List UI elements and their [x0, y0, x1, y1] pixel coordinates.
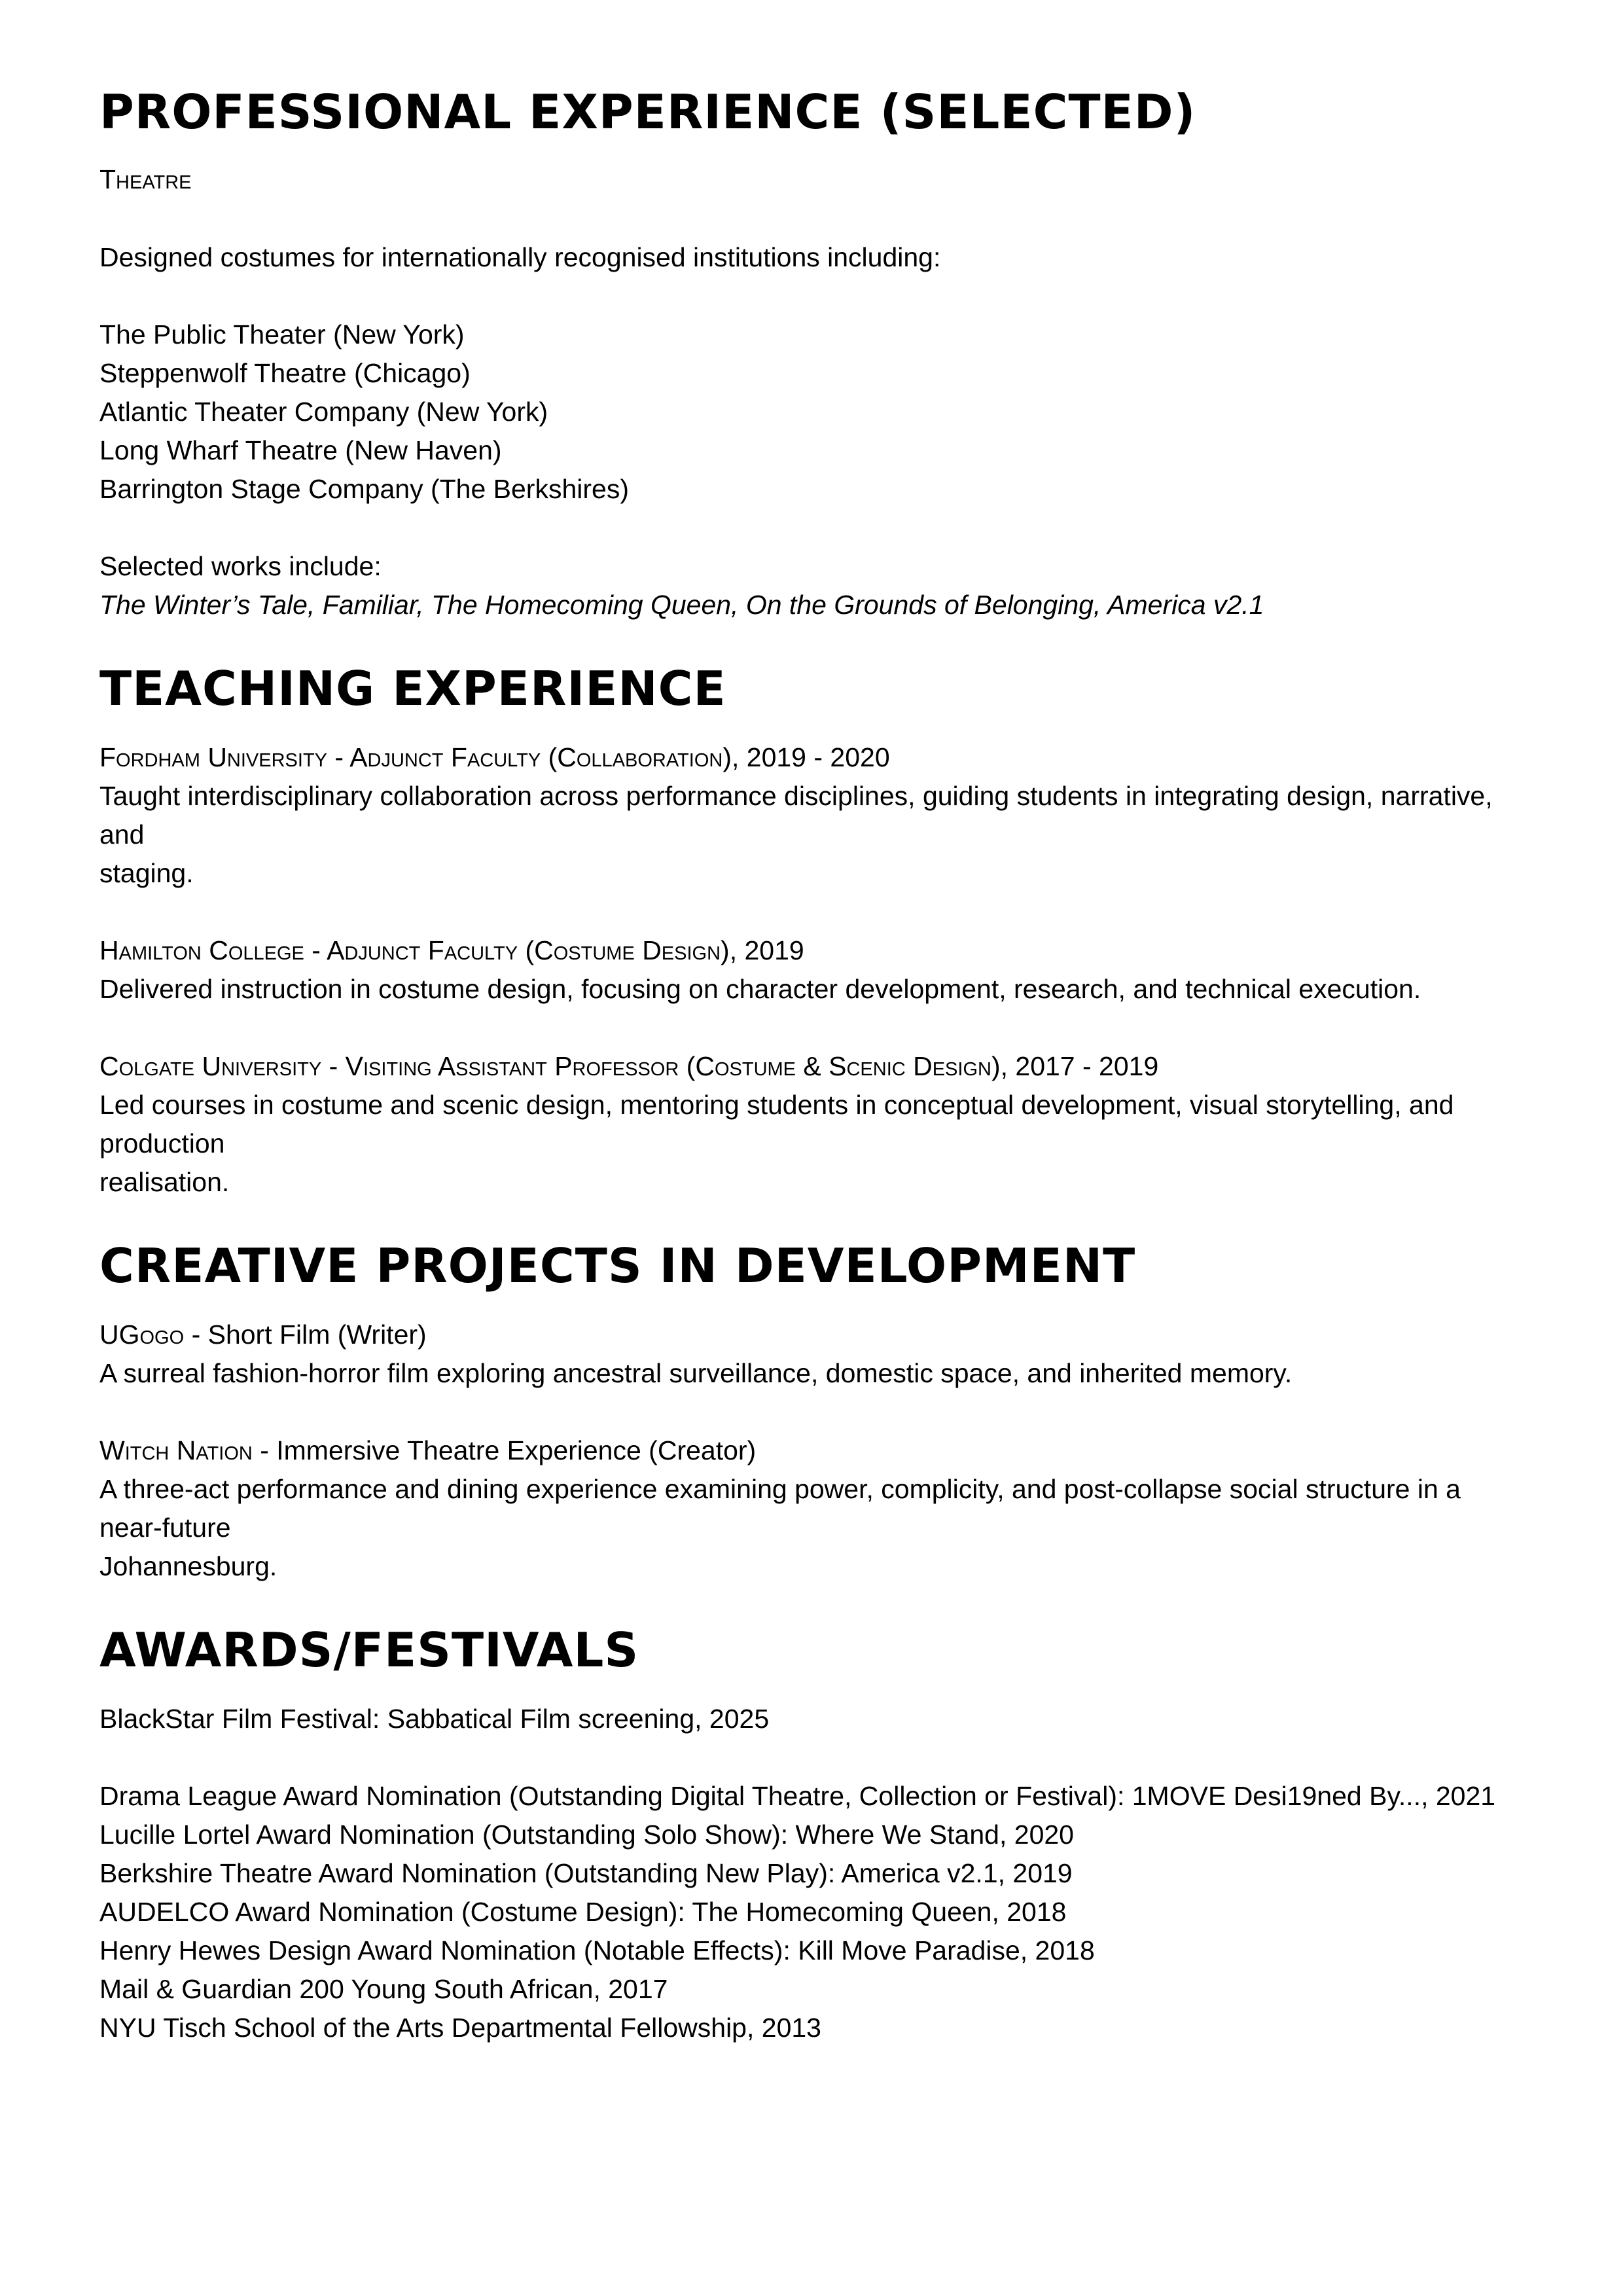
- award-item: BlackStar Film Festival: Sabbatical Film screening, 2025: [99, 1704, 770, 1734]
- professional-experience-section: [99, 84, 1526, 624]
- creative-entry-title-rest: - Immersive Theatre Experience (Creator): [252, 1435, 757, 1465]
- creative-entry-title: [99, 1316, 1526, 1354]
- award-item: Lucille Lortel Award Nomination (Outstanding Solo Show): Where We Stand, 2020: [99, 1820, 1074, 1850]
- professional-intro: Designed costumes for internationally recognised institutions including:: [99, 242, 941, 272]
- teaching-experience-section: [99, 661, 1526, 1202]
- creative-entry-desc: A three-act performance and dining experience examining power, complicity, and post-collapse social structure in a near-future: [99, 1474, 1461, 1543]
- creative-entry: [99, 1431, 1526, 1586]
- teaching-entry-title: Fordham University - Adjunct Faculty (Collaboration), 2019 - 2020: [99, 742, 890, 772]
- resume-page: [99, 84, 1526, 2047]
- selected-works-label: Selected works include:: [99, 551, 382, 581]
- awards-section: [99, 1623, 1526, 2047]
- award-item: Berkshire Theatre Award Nomination (Outstanding New Play): America v2.1, 2019: [99, 1858, 1073, 1888]
- award-item: NYU Tisch School of the Arts Departmental Fellowship, 2013: [99, 2013, 821, 2043]
- theatre-subheading: Theatre: [99, 164, 192, 194]
- teaching-entry-title: Colgate University - Visiting Assistant Professor (Costume & Scenic Design), 2017 - 2019: [99, 1051, 1159, 1081]
- award-item: Mail & Guardian 200 Young South African, 2017: [99, 1974, 668, 2004]
- teaching-entry-desc: Led courses in costume and scenic design, mentoring students in conceptual development, visual storytelling, and production: [99, 1090, 1454, 1158]
- creative-projects-section: [99, 1238, 1526, 1586]
- teaching-entry-desc: staging.: [99, 858, 194, 888]
- professional-experience-heading: PROFESSIONAL EXPERIENCE (SELECTED): [99, 84, 1196, 139]
- creative-entry-desc: A surreal fashion-horror film exploring ancestral surveillance, domestic space, and inherited memory.: [99, 1358, 1293, 1388]
- creative-projects-heading: CREATIVE PROJECTS IN DEVELOPMENT: [99, 1238, 1136, 1293]
- creative-entry: [99, 1316, 1526, 1393]
- selected-works-list: The Winter’s Tale, Familiar, The Homecoming Queen, On the Grounds of Belonging, America v2.1: [99, 590, 1264, 620]
- teaching-entry: [99, 1047, 1526, 1202]
- teaching-entry-title: Hamilton College - Adjunct Faculty (Costume Design), 2019: [99, 935, 804, 965]
- creative-entry-desc: Johannesburg.: [99, 1551, 277, 1581]
- awards-list: [99, 1777, 1526, 2047]
- creative-entry-title-rest: - Short Film (Writer): [184, 1319, 427, 1350]
- teaching-entry-desc: Taught interdisciplinary collaboration across performance disciplines, guiding students in integrating design, narrative, and: [99, 781, 1493, 850]
- teaching-entry-desc: Delivered instruction in costume design, focusing on character development, research, and technical execution.: [99, 974, 1421, 1004]
- award-item: Henry Hewes Design Award Nomination (Notable Effects): Kill Move Paradise, 2018: [99, 1935, 1095, 1965]
- award-item: Drama League Award Nomination (Outstanding Digital Theatre, Collection or Festival): 1MOVE Desi19ned By..., 2021: [99, 1781, 1496, 1811]
- list-item: Steppenwolf Theatre (Chicago): [99, 358, 471, 388]
- institution-list: [99, 315, 1526, 509]
- list-item: The Public Theater (New York): [99, 319, 465, 350]
- teaching-experience-heading: TEACHING EXPERIENCE: [99, 661, 726, 716]
- creative-entry-title-name: Witch Nation: [99, 1435, 253, 1465]
- creative-entry-title-name: UGogo: [99, 1319, 185, 1350]
- award-item: AUDELCO Award Nomination (Costume Design): The Homecoming Queen, 2018: [99, 1897, 1067, 1927]
- teaching-entry-desc: realisation.: [99, 1167, 230, 1197]
- creative-entry-title: [99, 1431, 1526, 1470]
- list-item: Barrington Stage Company (The Berkshires): [99, 474, 629, 504]
- teaching-entry: [99, 738, 1526, 893]
- list-item: Atlantic Theater Company (New York): [99, 397, 548, 427]
- awards-heading: AWARDS/FESTIVALS: [99, 1623, 639, 1677]
- list-item: Long Wharf Theatre (New Haven): [99, 435, 502, 465]
- teaching-entry: [99, 931, 1526, 1009]
